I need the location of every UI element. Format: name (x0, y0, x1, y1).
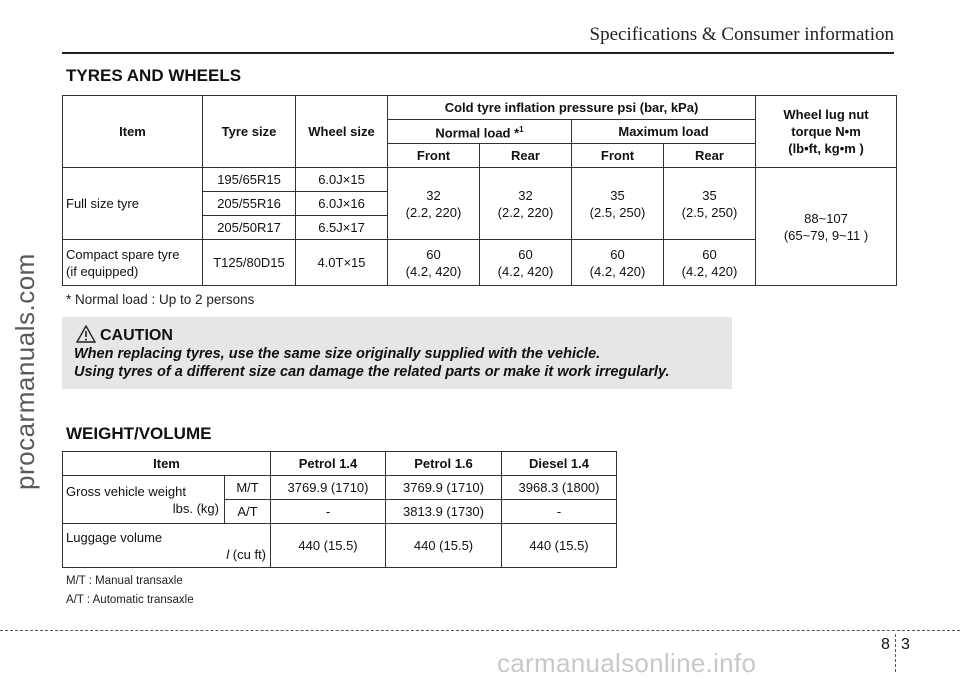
gross-weight-unit: lbs. (kg) (172, 500, 219, 516)
luggage-diesel14-value: 440 (15.5) (502, 524, 617, 568)
compact-wheel-size: 4.0T×15 (296, 240, 388, 286)
weight-header-petrol14: Petrol 1.4 (271, 452, 386, 476)
lug-nut-torque-value-metric: (65~79, 9~11 ) (783, 227, 869, 243)
pressure-value-metric: (2.2, 220) (405, 204, 462, 220)
pressure-value: 60 (518, 246, 533, 262)
lug-nut-torque-value: 88~107 (804, 210, 848, 226)
luggage-unit (66, 546, 268, 563)
weight-section-title: WEIGHT/VOLUME (66, 424, 212, 443)
tyre-size-cell: 205/50R17 (203, 216, 296, 240)
compact-spare-label-line2: (if equipped) (66, 263, 139, 279)
tyres-header-tyre-size: Tyre size (203, 96, 296, 168)
compact-tyre-size: T125/80D15 (203, 240, 296, 286)
tyres-header-lug-nut (756, 96, 897, 168)
pressure-value-metric: (2.5, 250) (589, 204, 646, 220)
wheel-size-cell: 6.5J×17 (296, 216, 388, 240)
compact-spare-label-line1: Compact spare tyre (66, 246, 180, 262)
full-max-rear-cell (664, 168, 756, 240)
at-label: A/T (225, 500, 271, 524)
wheel-size-cell: 6.0J×15 (296, 168, 388, 192)
compact-max-front-cell (572, 240, 664, 286)
lug-nut-header-line1: Wheel lug nut (783, 107, 869, 122)
lug-nut-torque-cell (756, 168, 897, 286)
tyres-header-normal-load (388, 120, 572, 144)
page-chapter-number: 8 (881, 636, 890, 653)
at-note: A/T : Automatic transaxle (66, 594, 194, 606)
pressure-value: 60 (610, 246, 625, 262)
header-normal-front: Front (388, 144, 480, 168)
full-max-front-cell (572, 168, 664, 240)
luggage-petrol14-value: 440 (15.5) (271, 524, 386, 568)
compact-normal-front-cell (388, 240, 480, 286)
at-petrol14-value: - (271, 500, 386, 524)
gross-weight-label: Gross vehicle weight (66, 483, 186, 499)
compact-max-rear-cell (664, 240, 756, 286)
pressure-value: 35 (702, 187, 717, 203)
watermark-left: procarmanuals.com (10, 253, 40, 490)
gross-weight-label-cell (63, 476, 225, 524)
footer-dashed-rule (0, 630, 960, 631)
pressure-value-metric: (4.2, 420) (589, 263, 646, 279)
weight-header-item: Item (63, 452, 271, 476)
header-max-front: Front (572, 144, 664, 168)
luggage-label: Luggage volume (66, 529, 163, 545)
tyres-header-wheel-size: Wheel size (296, 96, 388, 168)
tyres-header-maximum-load: Maximum load (572, 120, 756, 144)
page-number: 3 (901, 636, 910, 653)
tyres-header-item: Item (63, 96, 203, 168)
compact-spare-label (63, 240, 203, 286)
pressure-value-metric: (4.2, 420) (497, 263, 554, 279)
luggage-unit-text: (cu ft) (229, 546, 267, 562)
weight-header-diesel14: Diesel 1.4 (502, 452, 617, 476)
pressure-value-metric: (2.5, 250) (681, 204, 738, 220)
tyres-section-title: TYRES AND WHEELS (66, 66, 242, 85)
normal-load-label: Normal load * (435, 125, 520, 141)
header-rule (62, 52, 894, 54)
weight-table (62, 451, 617, 568)
page-number-divider (895, 634, 896, 672)
tyres-header-cold-pressure: Cold tyre inflation pressure psi (bar, kPa) (388, 96, 756, 120)
caution-title: CAUTION (100, 327, 173, 344)
at-diesel14-value: - (502, 500, 617, 524)
at-petrol16-value: 3813.9 (1730) (386, 500, 502, 524)
pressure-value: 60 (702, 246, 717, 262)
header-normal-rear: Rear (480, 144, 572, 168)
warning-triangle-icon (76, 325, 96, 343)
mt-diesel14-value: 3968.3 (1800) (502, 476, 617, 500)
mt-petrol14-value: 3769.9 (1710) (271, 476, 386, 500)
header-max-rear: Rear (664, 144, 756, 168)
full-normal-front-cell (388, 168, 480, 240)
pressure-value: 60 (426, 246, 441, 262)
pressure-value-metric: (4.2, 420) (405, 263, 462, 279)
tyres-table (62, 95, 897, 286)
weight-header-petrol16: Petrol 1.6 (386, 452, 502, 476)
normal-load-superscript: 1 (519, 125, 524, 135)
pressure-value: 35 (610, 187, 625, 203)
full-normal-rear-cell (480, 168, 572, 240)
mt-note: M/T : Manual transaxle (66, 575, 183, 587)
normal-load-footnote: * Normal load : Up to 2 persons (66, 292, 255, 307)
compact-normal-rear-cell (480, 240, 572, 286)
mt-petrol16-value: 3769.9 (1710) (386, 476, 502, 500)
watermark-bottom: carmanualsonline.info (497, 648, 757, 678)
pressure-value-metric: (2.2, 220) (497, 204, 554, 220)
wheel-size-cell: 6.0J×16 (296, 192, 388, 216)
header-title: Specifications & Consumer information (589, 24, 894, 45)
full-size-tyre-label: Full size tyre (63, 168, 203, 240)
lug-nut-header-line3: (lb•ft, kg•m ) (788, 141, 864, 156)
pressure-value-metric: (4.2, 420) (681, 263, 738, 279)
caution-text-line1: When replacing tyres, use the same size originally supplied with the vehicle. (74, 346, 601, 362)
pressure-value: 32 (518, 187, 533, 203)
lug-nut-header-line2: torque N•m (791, 124, 861, 139)
tyre-size-cell: 195/65R15 (203, 168, 296, 192)
pressure-value: 32 (426, 187, 441, 203)
litre-symbol: l (226, 546, 230, 562)
caution-text-line2: Using tyres of a different size can damage the related parts or make it work irregularly. (74, 364, 670, 380)
mt-label: M/T (225, 476, 271, 500)
tyre-size-cell: 205/55R16 (203, 192, 296, 216)
luggage-label-cell (63, 524, 271, 568)
luggage-petrol16-value: 440 (15.5) (386, 524, 502, 568)
